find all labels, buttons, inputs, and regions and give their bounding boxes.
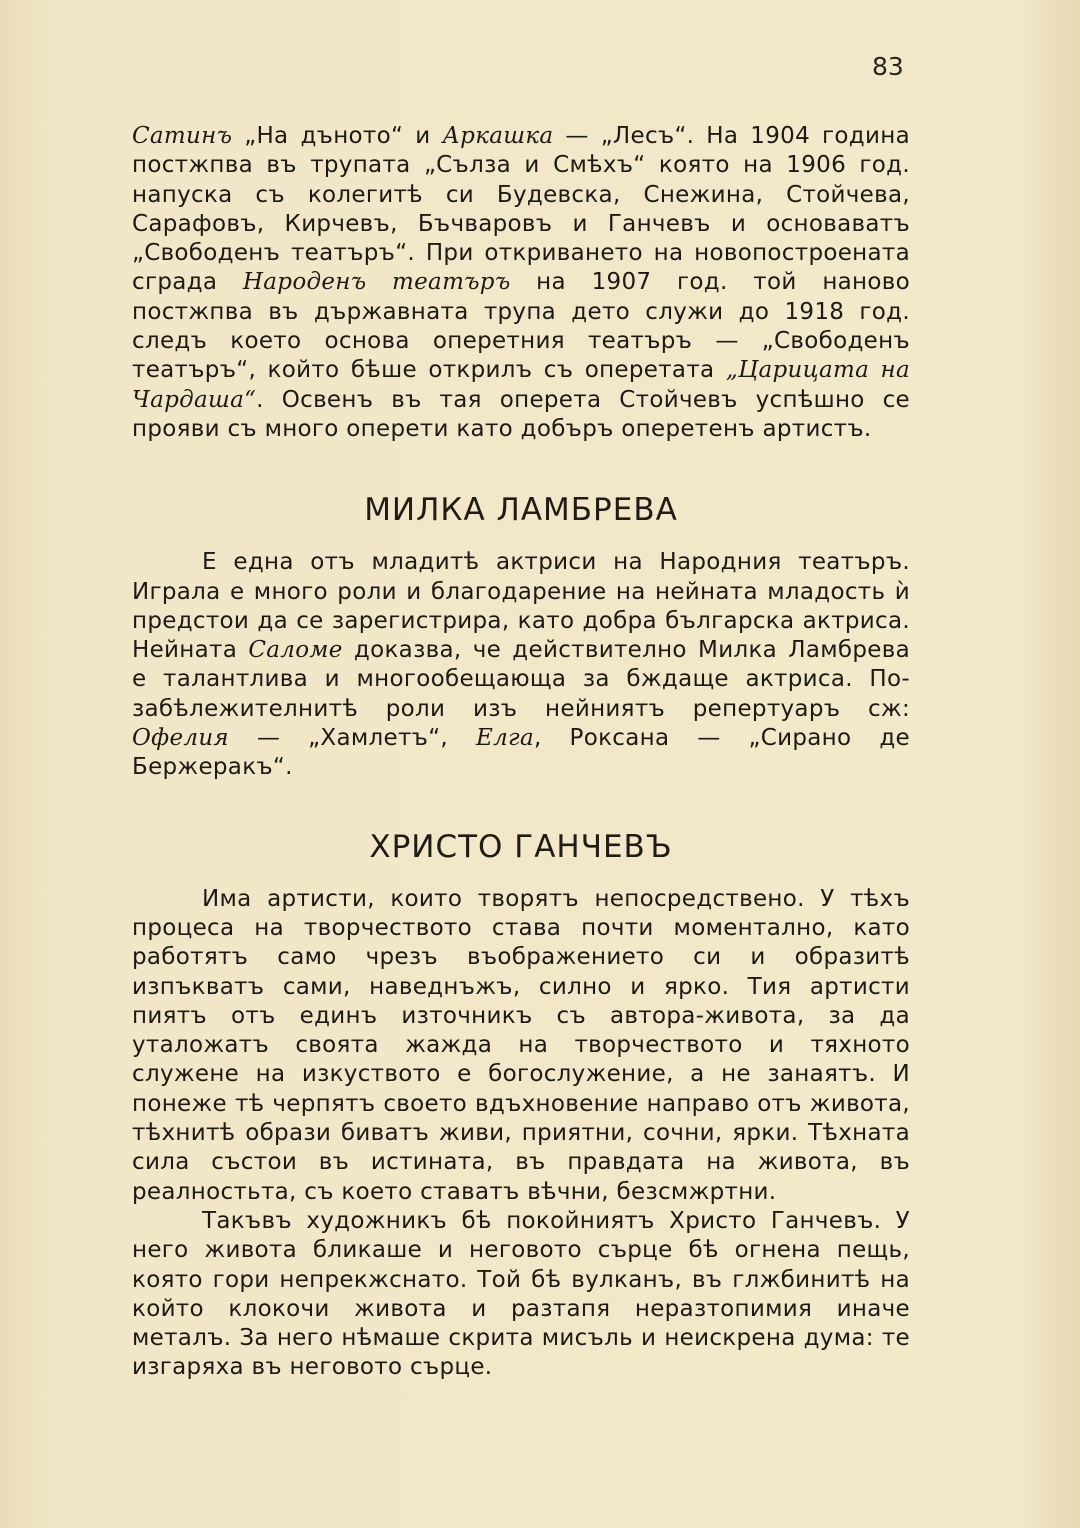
role-salome: Саломе	[248, 637, 343, 664]
intro-text-3: на 1907 год. той наново постжпва въ държавната трупа дето служи до 1918 год. следъ което основа оперетния театъръ — „Свободенъ театъръ“, който бѣше открилъ съ оперетата	[132, 269, 910, 384]
intro-text-1: „На дъното“ и	[232, 123, 443, 149]
ganchev-paragraph-2: Такъвъ художникъ бѣ покойниятъ Христо Ганчевъ. У него живота бликаше и неговото сърце бѣ огнена пещь, която гори непрекжснато. Той бѣ вулканъ, въ глжбинитѣ на който клокочи живота и разтапя неразтопимия иначе металъ. За него нѣмаше скрита мисъль и неискрена дума: те изгаряха въ неговото сърце.	[132, 1207, 910, 1381]
page-number: 83	[872, 52, 904, 81]
lambreva-text-1: Е една отъ младитѣ актриси на Народния театъръ. Играла е много роли и благодарение на нейната младость ѝ предстои да се зарегистрира, като добра българска актриса. Нейната	[132, 549, 910, 664]
ganchev-paragraph-1: Има артисти, които творятъ непосредствено. У тѣхъ процеса на творчеството става почти моментално, като работятъ само чрезъ въображението си и образитѣ изпъкватъ сами, наведнъжъ, силно и ярко. Тия артисти пиятъ отъ единъ източникъ съ автора-живота, за да уталожатъ своята жажда на творчеството и тяхното служене на изкуството е богослужение, а не занаятъ. И понеже тѣ черпятъ своето вдъхновение направо отъ живота, тѣхнитѣ образи биватъ живи, приятни, сочни, ярки. Тѣхната сила състои въ истината, въ правдата на живота, въ реалностьта, съ което ставатъ вѣчни, безсмжртни.	[132, 885, 910, 1205]
intro-text-2: — „Лесъ“. На 1904 година постжпва въ трупата „Сълза и Смѣхъ“ която на 1906 год. напуска съ колегитѣ си Будевска, Снежина, Стойчева, Сарафовъ, Кирчевъ, Бъчваровъ и Ганчевъ и основаватъ „Свободенъ театъръ“. При откриването на новопостроената сграда	[132, 123, 910, 296]
page-content	[132, 122, 910, 1383]
role-satin: Сатинъ	[132, 123, 233, 149]
lambreva-text-3: — „Хамлетъ“,	[228, 725, 476, 752]
intro-text-4: . Освенъ въ тая оперета Стойчевъ успѣшно се прояви съ много оперети като добъръ оперетенъ артистъ.	[132, 386, 910, 442]
intro-paragraph	[132, 122, 910, 444]
section-heading-lambreva: МИЛКА ЛАМБРЕВА	[364, 492, 678, 529]
lambreva-text-2: доказва, че действително Милка Ламбрева е талантлива и многообещающа за бждаще актриса. По-забѣлежителнитѣ роли изъ нейниятъ репертуаръ сж:	[132, 637, 911, 722]
theatre-name: Народенъ театъръ	[242, 269, 511, 296]
lambreva-text-4: , Роксана — „Сирано де Бержеракъ“.	[132, 725, 910, 781]
role-ofelia: Офелия	[132, 725, 229, 752]
lambreva-paragraph	[132, 548, 910, 782]
section-heading-ganchev: ХРИСТО ГАНЧЕВЪ	[369, 828, 673, 865]
role-arkashka: Аркашка	[442, 123, 554, 149]
operetta-title: „Царицата на Чардаша“	[132, 357, 910, 413]
role-elga: Елга	[475, 725, 534, 752]
